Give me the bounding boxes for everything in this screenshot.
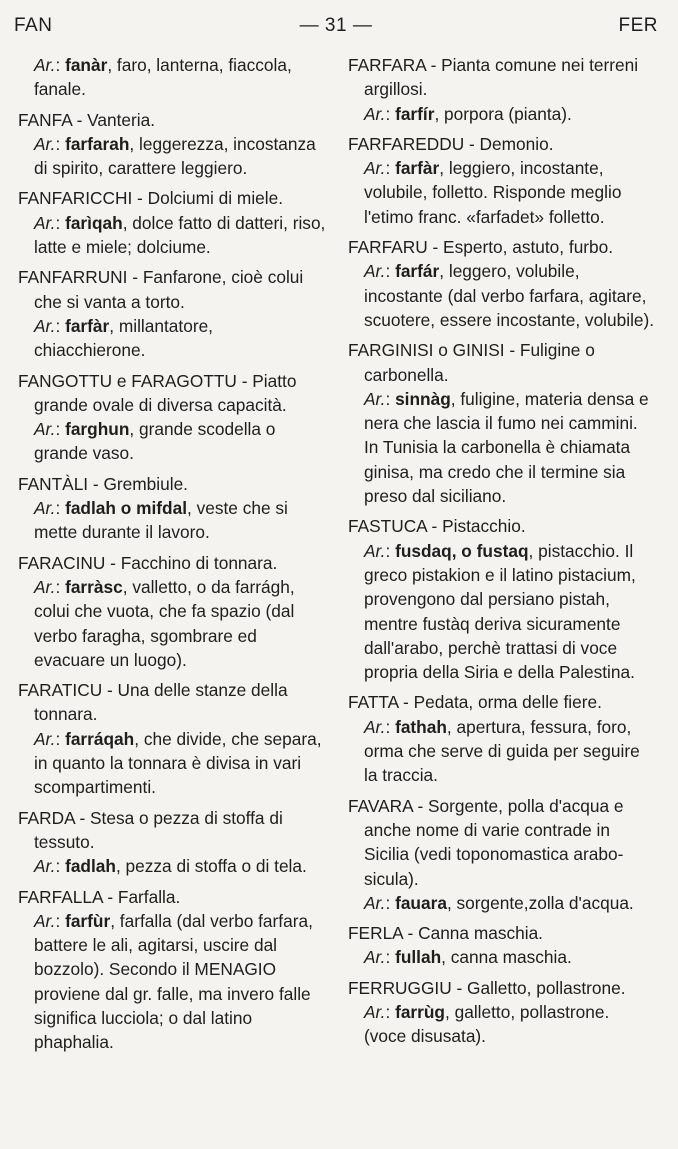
arabic-word: fadlah [65,856,116,877]
arabic-etymology: Ar.: farfír, porpora (pianta). [364,103,572,124]
entry-definition: , farfalla (dal verbo farfara, battere le ali, agitarsi, uscire dal bozzolo). Secondo il MENAGIO proviene dal gr. falle, ma invero falle significa lucciola; o dal latino phaphalia. [34,910,313,1053]
arabic-etymology: Ar.: fadlah, pezza di stoffa o di tela. [34,856,307,877]
entry-headword: FERRUGGIU - Galletto, pollastrone. [348,977,626,998]
dictionary-entry [18,108,328,181]
arabic-etymology: Ar.: farràsc, valletto, o da farrágh, colui che vuota, che fa spazio (dal verbo faragha, sgombrare ed evacuare un luogo). [34,576,295,670]
arabic-label: Ar. [34,55,56,75]
entry-headword: FANFARRUNI - Fanfarone, cioè colui che si vanta a torto. [18,267,304,312]
arabic-etymology: Ar.: fadlah o mifdal, veste che si mette durante il lavoro. [34,498,288,543]
arabic-etymology: Ar.: farghun, grande scodella o grande vaso. [34,419,276,464]
entry-definition: , millantatore, chiacchierone. [34,315,213,361]
dictionary-entry [348,53,656,126]
arabic-word: fauara [395,892,447,913]
arabic-word: fusdaq, o fustaq [395,540,529,561]
dictionary-entry [18,369,328,466]
entry-definition: , grande scodella o grande vaso. [34,419,276,464]
arabic-word: farfàr [395,158,440,179]
entry-definition: , leggerezza, incostanza di spirito, carattere leggiero. [34,133,316,179]
entry-headword: FARFARU - Esperto, astuto, furbo. [348,237,614,258]
arabic-label: Ar. [34,728,56,749]
arabic-word: farfár [395,261,440,282]
entry-headword: FARFALLA - Farfalla. [18,886,181,907]
header-left-guideword: FAN [14,15,53,36]
entry-headword: FARGINISI o GINISI - Fuligine o carbonella. [348,340,595,385]
arabic-word: farfír [395,103,435,124]
arabic-label: Ar. [34,133,56,154]
arabic-word: farrùg [395,1001,445,1022]
entry-definition: , porpora (pianta). [434,103,572,124]
right-column [348,53,656,1055]
entry-definition: , galletto, pollastrone. (voce disusata). [364,1001,610,1047]
dictionary-entry [348,514,656,684]
entry-headword: FERLA - Canna maschia. [348,923,543,944]
entry-headword: FANGOTTU e FARAGOTTU - Piatto grande ovale di diversa capacità. [18,370,297,415]
dictionary-entry [18,885,328,1055]
arabic-etymology: Ar.: sinnàg, fuligine, materia densa e nera che lascia il fumo nei cammini. In Tunisia la carbonella è chiamata ginisa, ma credo che il termine sia preso dal siciliano. [364,388,649,507]
entry-headword: FANTÀLI - Grembiule. [18,473,188,494]
arabic-etymology: Ar.: farrùg, galletto, pollastrone. (voce disusata). [364,1001,610,1047]
arabic-word: farráqah [65,728,135,749]
entry-definition: , valletto, o da farrágh, colui che vuota, che fa spazio (dal verbo faragha, sgombrare ed evacuare un luogo). [34,576,295,670]
arabic-label: Ar. [34,498,56,519]
entry-definition: , leggiero, incostante, volubile, folletto. Risponde meglio l'etimo franc. «farfadet» folletto. [364,158,622,227]
arabic-etymology: Ar.: farfarah, leggerezza, incostanza di spirito, carattere leggiero. [34,133,316,179]
entry-headword: FASTUCA - Pistacchio. [348,516,526,537]
arabic-label: Ar. [364,1001,386,1022]
entry-headword: FARATICU - Una delle stanze della tonnara. [18,680,288,725]
dictionary-entry [18,265,328,362]
arabic-label: Ar. [364,388,386,409]
entry-definition: , fuligine, materia densa e nera che lascia il fumo nei cammini. In Tunisia la carbonella è chiamata ginisa, ma credo che il termine sia preso dal siciliano. [364,388,649,507]
entry-definition: , dolce fatto di datteri, riso, latte e miele; dolciume. [34,212,326,258]
entry-headword: FAVARA - Sorgente, polla d'acqua e anche nome di varie contrade in Sicilia (vedi toponomastica arabo-sicula). [348,795,624,889]
entry-headword: FARDA - Stesa o pezza di stoffa di tessuto. [18,807,283,852]
arabic-word: fanàr [65,55,108,75]
arabic-label: Ar. [364,716,386,737]
arabic-word: fadlah o mifdal [65,498,188,519]
entry-definition: , veste che si mette durante il lavoro. [34,498,288,543]
arabic-word: fullah [395,947,442,968]
arabic-etymology: Ar.: fanàr, faro, lanterna, fiaccola, fanale. [34,55,292,100]
entry-definition: , leggero, volubile, incostante (dal verbo farfara, agitare, scuotere, essere incostante, volubile). [364,261,655,330]
arabic-label: Ar. [364,158,386,179]
entry-definition: , apertura, fessura, foro, orma che serve di guida per seguire la traccia. [364,716,640,786]
arabic-label: Ar. [364,540,386,561]
arabic-label: Ar. [34,576,56,597]
arabic-label: Ar. [364,947,386,968]
arabic-etymology: Ar.: fusdaq, o fustaq, pistacchio. Il greco pistakion e il latino pistacium, provengono dal persiano pistah, mentre fustàq deriva sicuramente dall'arabo, perchè trattasi di voce propria della Siria e della Palestina. [364,540,636,683]
entry-headword: FATTA - Pedata, orma delle fiere. [348,692,602,713]
arabic-word: farfùr [65,910,111,931]
entry-headword: FARFAREDDU - Demonio. [348,133,554,154]
arabic-etymology: Ar.: fullah, canna maschia. [364,947,572,968]
arabic-label: Ar. [34,315,56,336]
dictionary-entry [348,976,656,1049]
entry-definition: , che divide, che separa, in quanto la tonnara è divisa in vari scompartimenti. [34,728,322,798]
dictionary-entry [18,53,328,102]
arabic-word: fathah [395,716,447,737]
entry-definition: , pistacchio. Il greco pistakion e il latino pistacium, provengono dal persiano pistah, mentre fustàq deriva sicuramente dall'arabo, perchè trattasi di voce propria della Siria e della Palestina. [364,540,636,683]
left-column [18,53,328,1061]
arabic-word: farìqah [65,212,123,233]
arabic-etymology: Ar.: farfár, leggero, volubile, incostante (dal verbo farfara, agitare, scuotere, essere incostante, volubile). [364,261,655,330]
dictionary-entry [18,678,328,799]
arabic-label: Ar. [34,212,56,233]
arabic-label: Ar. [34,419,56,440]
arabic-word: farràsc [65,576,123,597]
dictionary-entry [18,551,328,672]
entry-definition: , faro, lanterna, fiaccola, fanale. [34,55,292,100]
dictionary-entry [348,132,656,229]
dictionary-entry [348,690,656,787]
entry-headword: FARACINU - Facchino di tonnara. [18,552,278,573]
header-right-guideword: FER [618,15,658,36]
dictionary-entry [348,921,656,970]
arabic-label: Ar. [364,261,386,282]
dictionary-entry [18,186,328,259]
arabic-label: Ar. [34,910,56,931]
arabic-etymology: Ar.: fathah, apertura, fessura, foro, orma che serve di guida per seguire la traccia. [364,716,640,786]
dictionary-entry [18,472,328,545]
arabic-etymology: Ar.: farìqah, dolce fatto di datteri, riso, latte e miele; dolciume. [34,212,326,258]
arabic-etymology: Ar.: farfàr, leggiero, incostante, volubile, folletto. Risponde meglio l'etimo franc. «farfadet» folletto. [364,158,622,227]
dictionary-entry [348,338,656,508]
page-header [14,8,658,38]
entry-headword: FANFA - Vanteria. [18,109,156,130]
arabic-word: farfàr [65,315,110,336]
entry-definition: , pezza di stoffa o di tela. [115,856,307,877]
dictionary-entry [18,806,328,879]
entry-headword: FANFARICCHI - Dolciumi di miele. [18,188,284,209]
entry-definition: , canna maschia. [441,947,572,968]
arabic-word: sinnàg [395,388,451,409]
arabic-word: farghun [65,419,130,440]
arabic-label: Ar. [364,103,386,124]
arabic-etymology: Ar.: farfùr, farfalla (dal verbo farfara, battere le ali, agitarsi, uscire dal bozzolo). Secondo il MENAGIO proviene dal gr. falle, ma invero falle significa lucciola; o dal latino phaphalia. [34,910,313,1053]
arabic-word: farfarah [65,133,130,154]
arabic-label: Ar. [34,856,56,877]
entry-definition: , sorgente,zolla d'acqua. [446,892,634,913]
page-number: — 31 — [299,15,373,36]
arabic-etymology: Ar.: farfàr, millantatore, chiacchierone. [34,315,213,361]
arabic-etymology: Ar.: farráqah, che divide, che separa, in quanto la tonnara è divisa in vari scompartimenti. [34,728,322,798]
dictionary-entry [348,235,656,332]
entry-headword: FARFARA - Pianta comune nei terreni argillosi. [348,55,639,100]
dictionary-entry [348,794,656,915]
arabic-label: Ar. [364,892,386,913]
arabic-etymology: Ar.: fauara, sorgente,zolla d'acqua. [364,892,634,913]
